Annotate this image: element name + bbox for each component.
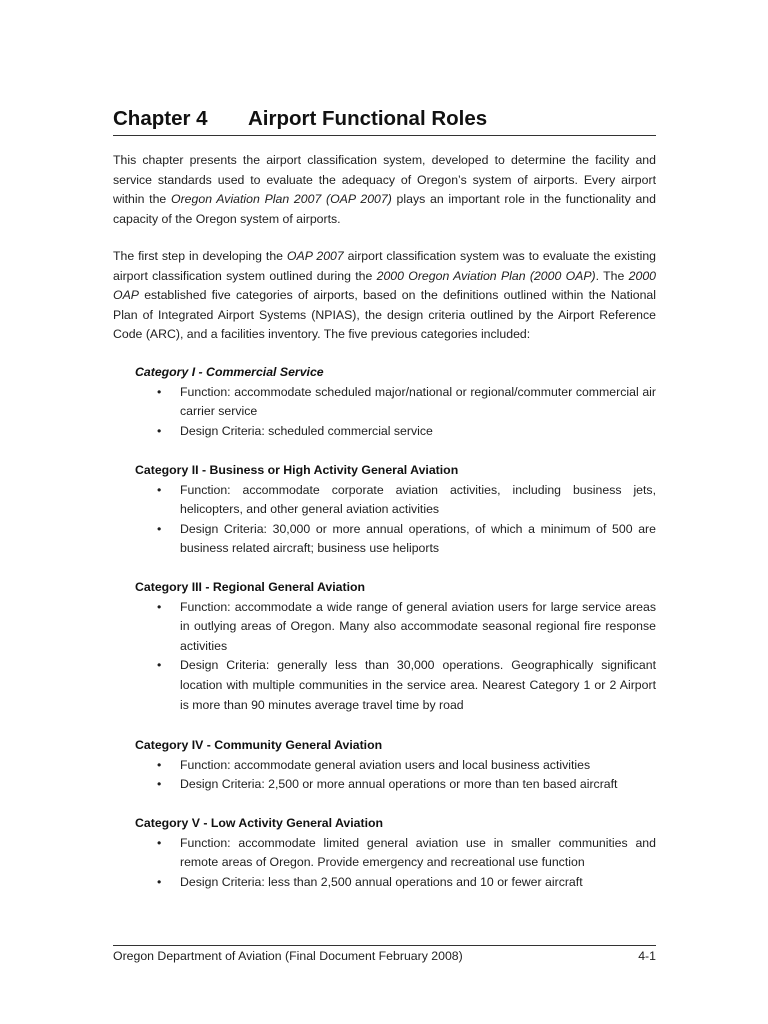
list-item-text: Function: accommodate corporate aviation activities, including business jets, helicopters, and other general aviation activities <box>180 482 656 517</box>
list-item-text: Design Criteria: generally less than 30,000 operations. Geographically significant location with multiple communities in the service area. Nearest Category 1 or 2 Airport is more than 90 minutes average travel time by road <box>180 658 656 712</box>
bullet-icon: • <box>157 482 162 497</box>
page-number: 4-1 <box>638 949 656 963</box>
list-item <box>135 873 656 893</box>
category-section <box>135 736 656 795</box>
list-item <box>135 834 656 873</box>
list-item <box>135 422 656 442</box>
text-run: plays an important role in the functionality and capacity of the Oregon system of airports. <box>113 192 656 226</box>
list-item <box>135 481 656 520</box>
list-item <box>135 598 656 657</box>
bullet-list <box>135 383 656 442</box>
bullet-icon: • <box>157 757 162 772</box>
bullet-icon: • <box>157 658 162 673</box>
category-section <box>135 461 656 559</box>
text-run: airport classification system was to evaluate the existing airport classification system outlined during the <box>113 249 656 283</box>
bullet-list <box>135 756 656 795</box>
bullet-list <box>135 598 656 716</box>
chapter-title: Airport Functional Roles <box>248 107 488 130</box>
text-run: This chapter presents the airport classification system, developed to determine the facility and service standards used to evaluate the adequacy of Oregon’s system of airports. Every airport within the <box>113 153 656 207</box>
category-title: Category V - Low Activity General Aviation <box>135 816 384 830</box>
text-run: established five categories of airports, based on the definitions outlined within the National Plan of Integrated Airport Systems (NPIAS), the design criteria outlined by the Airport Reference Code (ARC), and a facilities inventory. The five previous categories included: <box>113 288 656 342</box>
category-section <box>135 363 656 441</box>
bullet-list <box>135 834 656 893</box>
list-item-text: Design Criteria: less than 2,500 annual operations and 10 or fewer aircraft <box>180 874 583 889</box>
list-item-text: Function: accommodate limited general aviation use in smaller communities and remote areas of Oregon. Provide emergency and recreational use function <box>180 835 656 870</box>
bullet-icon: • <box>157 777 162 792</box>
list-item-text: Function: accommodate scheduled major/national or regional/commuter commercial air carrier service <box>180 384 656 419</box>
category-title: Category II - Business or High Activity General Aviation <box>135 463 459 477</box>
chapter-number: Chapter 4 <box>113 107 208 130</box>
list-item <box>135 775 656 795</box>
italic-text-run: OAP 2007 <box>286 249 344 263</box>
bullet-icon: • <box>157 599 162 614</box>
document-page <box>113 0 656 1024</box>
italic-text-run: 2000 Oregon Aviation Plan (2000 OAP) <box>376 268 596 283</box>
list-item <box>135 383 656 422</box>
list-item-text: Design Criteria: 30,000 or more annual operations, of which a minimum of 500 are business related aircraft; business use heliports <box>180 521 656 556</box>
list-item-text: Function: accommodate general aviation users and local business activities <box>180 757 591 772</box>
category-section <box>135 578 656 715</box>
bullet-icon: • <box>157 423 162 438</box>
bullet-list <box>135 481 656 559</box>
list-item <box>135 520 656 559</box>
bullet-icon: • <box>157 874 162 889</box>
list-item-text: Design Criteria: 2,500 or more annual operations or more than ten based aircraft <box>180 777 618 792</box>
bullet-icon: • <box>157 384 162 399</box>
classification-paragraph <box>113 247 656 345</box>
list-item <box>135 756 656 776</box>
bullet-icon: • <box>157 835 162 850</box>
footer-source: Oregon Department of Aviation (Final Document February 2008) <box>113 949 463 963</box>
bullet-icon: • <box>157 521 162 536</box>
list-item <box>135 656 656 715</box>
category-title: Category III - Regional General Aviation <box>135 580 366 594</box>
category-title: Category IV - Community General Aviation <box>135 738 383 752</box>
italic-text-run: Oregon Aviation Plan 2007 (OAP 2007) <box>171 192 392 207</box>
chapter-heading <box>113 106 656 136</box>
text-run: The first step in developing the <box>113 249 287 263</box>
list-item-text: Function: accommodate a wide range of general aviation users for large service areas in outlying areas of Oregon. Many also accommodate seasonal regional fire response activities <box>180 599 656 653</box>
intro-paragraph <box>113 151 656 229</box>
category-title: Category I - Commercial Service <box>135 365 324 379</box>
text-run: . The <box>595 268 629 283</box>
italic-text-run: 2000 OAP <box>113 268 656 303</box>
list-item-text: Design Criteria: scheduled commercial service <box>180 423 433 438</box>
page-footer <box>113 945 656 963</box>
category-section <box>135 814 656 892</box>
